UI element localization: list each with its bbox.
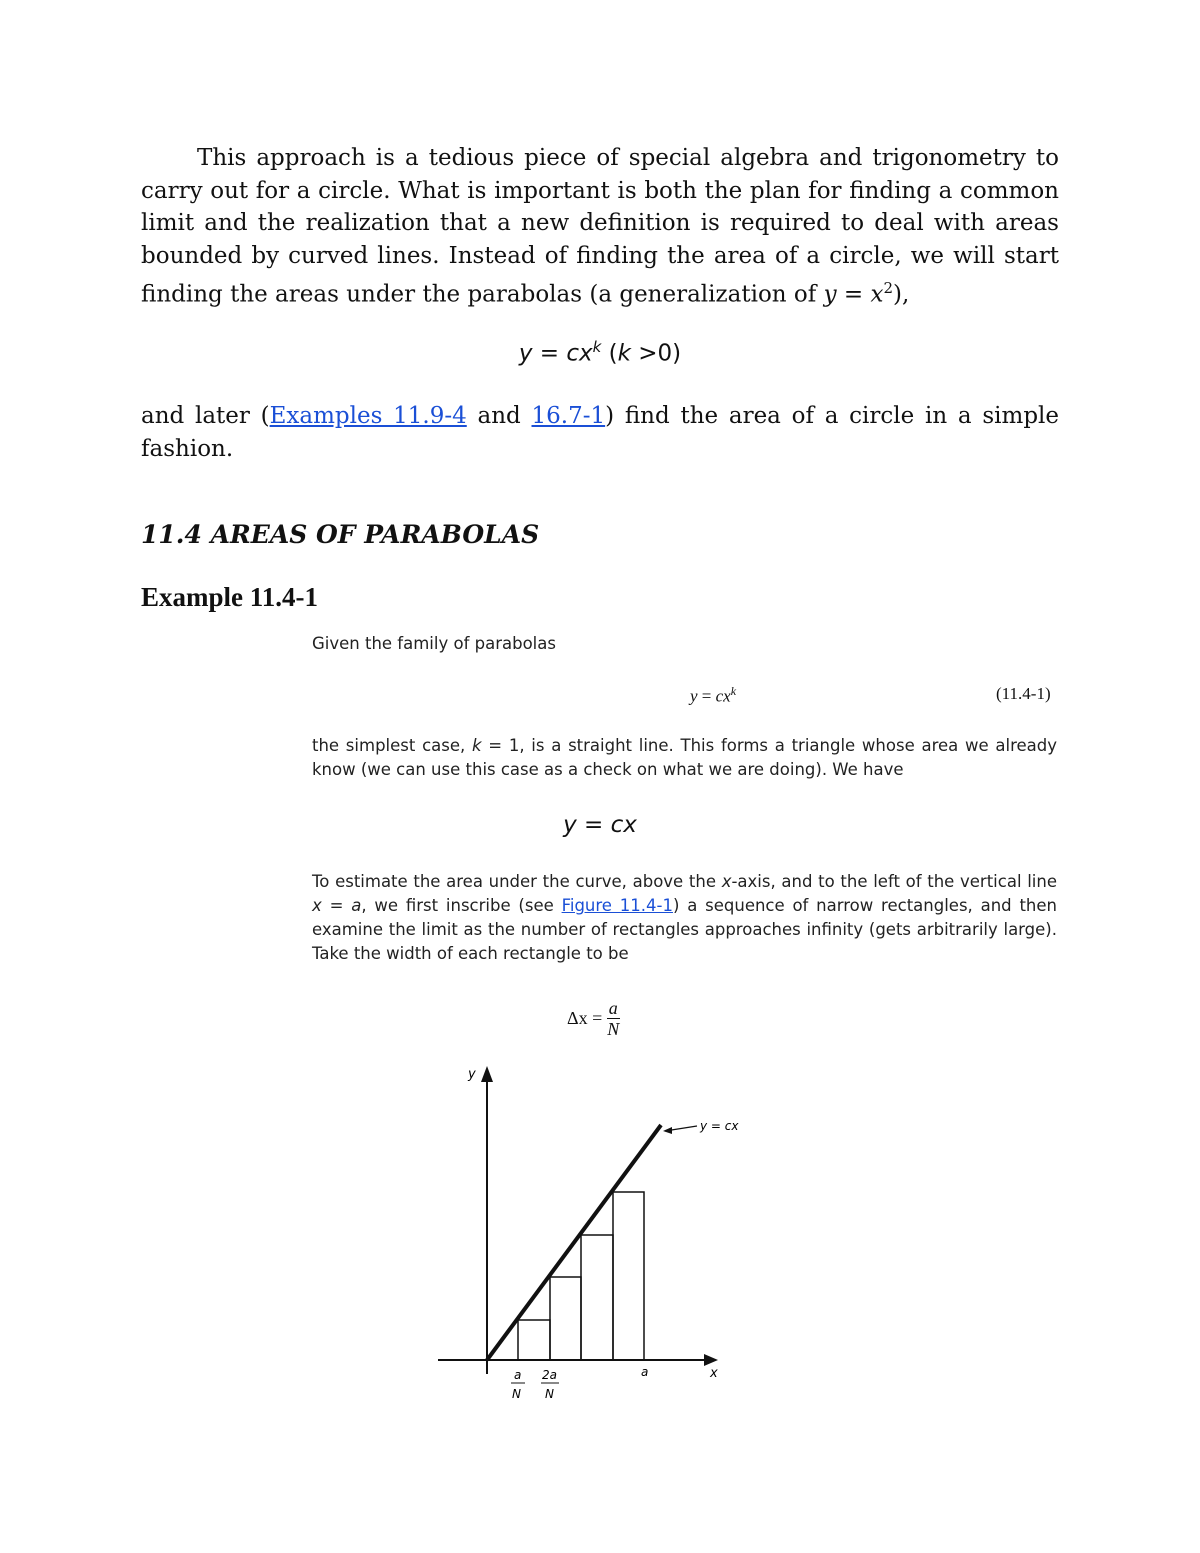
estimate-x2: x xyxy=(312,896,322,915)
line-y-equals-cx xyxy=(487,1125,661,1360)
given-text: Given the family of parabolas xyxy=(312,634,556,653)
rectangle-5 xyxy=(613,1192,644,1360)
tick-a-N-num: a xyxy=(514,1368,522,1382)
estimate-a: a xyxy=(351,896,362,915)
figure-link[interactable]: Figure 11.4-1 xyxy=(561,896,673,915)
estimate-x: x xyxy=(721,872,732,891)
eq-num-eq: = xyxy=(697,686,716,706)
later-paragraph xyxy=(141,400,1059,465)
eq-dx-den: N xyxy=(607,1019,620,1039)
rectangle-4 xyxy=(581,1235,613,1360)
intro-text: This approach is a tedious piece of special algebra and trigonometry to carry out for a circle. What is important is both the plan for finding a common limit and the realization that a new definition is required to deal with areas bounded by curved lines. Instead of finding the area of a circle, we will start finding the areas under the parabolas (a generalization of xyxy=(141,145,1059,308)
intro-formula-eq: = xyxy=(836,281,871,308)
estimate-t3: = xyxy=(321,896,352,915)
tick-a: a xyxy=(641,1365,649,1379)
eq-dx-lhs-text: Δx xyxy=(567,1008,588,1028)
eq-family-eq: = xyxy=(532,340,567,367)
y-axis-arrow xyxy=(481,1066,493,1082)
eq-dx-eq: = xyxy=(587,1008,607,1028)
intro-formula-y: y xyxy=(823,281,837,308)
eq-num-exp: k xyxy=(730,684,737,698)
eq-family-cond-open: ( xyxy=(601,340,618,367)
examples-link[interactable]: Examples 11.9-4 xyxy=(269,403,467,429)
eq-num-lhs: y xyxy=(690,686,698,706)
rectangle-3 xyxy=(550,1277,581,1360)
equation-number: (11.4-1) xyxy=(996,684,1051,703)
estimate-t2: -axis, and to the left of the vertical line xyxy=(731,872,1058,891)
intro-formula-x: x xyxy=(870,281,884,308)
equation-delta-x xyxy=(567,998,620,1039)
intro-formula-exp: 2 xyxy=(883,279,894,297)
eq-family-exp: k xyxy=(592,338,602,356)
intro-paragraph xyxy=(141,142,1059,311)
line-label: y = cx xyxy=(700,1119,739,1133)
example-heading: Example 11.4-1 xyxy=(141,582,319,612)
equation-line xyxy=(141,812,1059,838)
tick-2a-N-num: 2a xyxy=(542,1368,557,1382)
tick-2a-N-den: N xyxy=(545,1387,554,1401)
simplest-t2: = 1, is a straight line. This forms a triangle whose area we already know (we can use this case as a check on what we are doing). We have xyxy=(312,736,1057,779)
estimate-t4: , we first inscribe (see xyxy=(361,896,562,915)
eq-family-cx: cx xyxy=(566,340,593,367)
later-post: ) find the area of a circle in a simple fashion. xyxy=(141,403,1060,462)
eq-dx-lhs xyxy=(567,1008,607,1028)
eq-num-cx: cx xyxy=(715,686,731,706)
label-pointer xyxy=(665,1126,697,1131)
eq-dx-num: a xyxy=(608,998,618,1018)
eq-family-cond-rest: >0) xyxy=(630,340,682,367)
simplest-t1: the simplest case, xyxy=(312,736,472,755)
equation-numbered xyxy=(690,684,736,707)
estimate-paragraph xyxy=(312,870,1057,966)
equation-family xyxy=(141,338,1059,367)
inscribed-rectangles xyxy=(518,1192,644,1360)
eq-dx-fraction xyxy=(607,998,620,1039)
later-pre: and later ( xyxy=(141,403,270,429)
later-mid: and xyxy=(466,403,532,429)
eq-line-eq: = xyxy=(576,812,611,838)
intro-formula-end: ), xyxy=(893,281,910,308)
eq-family-y: y xyxy=(518,340,533,367)
eq-family-k: k xyxy=(617,340,631,367)
estimate-t1: To estimate the area under the curve, above the xyxy=(312,872,722,891)
example-16-7-1-link[interactable]: 16.7-1 xyxy=(531,403,606,429)
x-axis-arrow xyxy=(704,1354,718,1366)
y-axis-label: y xyxy=(468,1067,476,1082)
tick-a-N-den: N xyxy=(512,1387,521,1401)
section-heading: 11.4 AREAS OF PARABOLAS xyxy=(141,520,540,549)
eq-line-cx: cx xyxy=(610,812,637,838)
estimate-t5: ) a sequence of narrow rectangles, and then examine the limit as the number of rectangles approaches infinity (gets arbitrarily large). Take the width of each rectangle to be xyxy=(312,896,1057,963)
simplest-paragraph xyxy=(312,734,1057,782)
x-axis-label: x xyxy=(710,1366,718,1381)
eq-line-y: y xyxy=(563,812,577,838)
label-pointer-arrow xyxy=(663,1127,672,1134)
simplest-k: k xyxy=(471,736,482,755)
rectangle-2 xyxy=(518,1320,550,1360)
